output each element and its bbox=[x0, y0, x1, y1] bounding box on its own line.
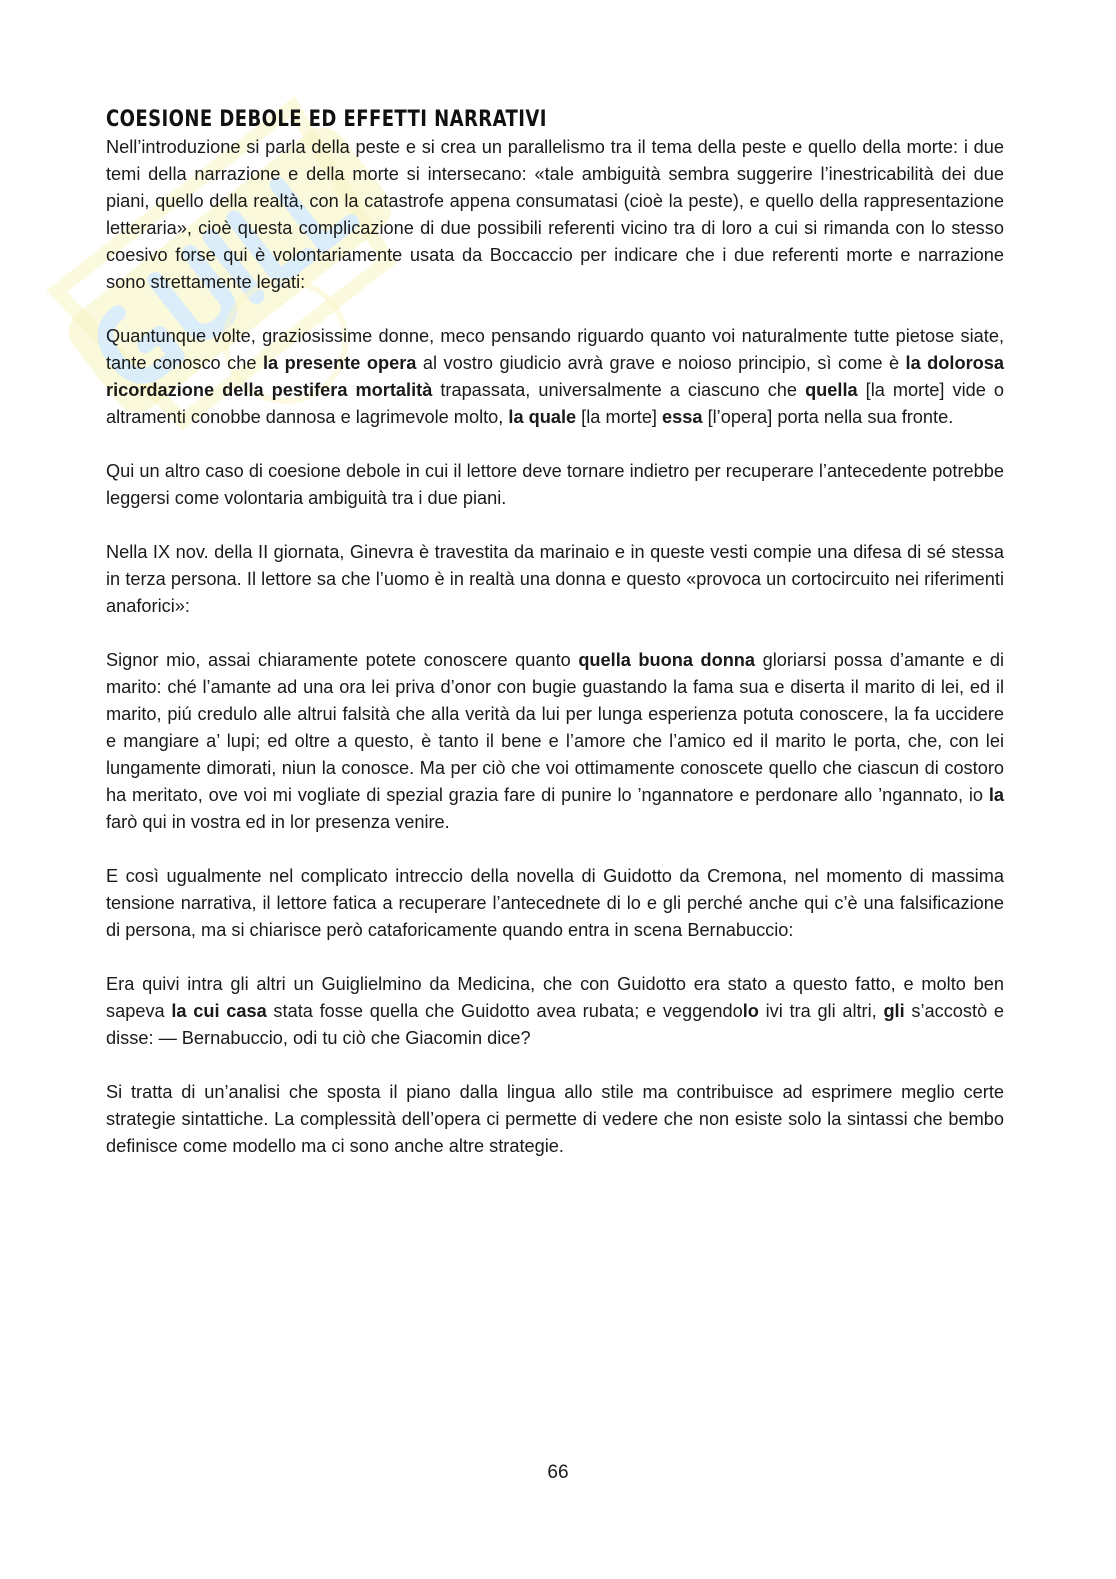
text-segment: Era quivi intra gli altri un Guiglielmino da Medicina, che con Guidotto era stato a questo fatto, e molto ben sapeva bbox=[106, 974, 1004, 1021]
bold-reference: quella buona donna bbox=[578, 650, 756, 670]
paragraph-introduction bbox=[106, 134, 1004, 296]
text-segment: [la morte] bbox=[576, 407, 663, 427]
text-segment: ivi tra gli altri, bbox=[758, 1001, 884, 1021]
bold-reference: quella bbox=[805, 380, 858, 400]
text-segment: Si tratta di un’analisi che sposta il piano dalla lingua allo stile ma contribuisce ad esprimere meglio certe strategie sintattiche. La complessità dell’opera ci permette di vedere che non esiste solo la sintassi che bembo definisce come modello ma ci sono anche altre strategie. bbox=[106, 1082, 1004, 1156]
bold-reference: la dolorosa ricordazione della pestifera mortalità bbox=[106, 353, 1004, 400]
text-segment: [l’opera] porta nella sua fronte. bbox=[702, 407, 954, 427]
text-segment: al vostro giudicio avrà grave e noioso principio, sì come è bbox=[416, 353, 906, 373]
bold-reference: essa bbox=[662, 407, 703, 427]
text-segment: Nella IX nov. della II giornata, Ginevra è travestita da marinaio e in queste vesti compie una difesa di sé stessa in terza persona. Il lettore sa che l’uomo è in realtà una donna e questo «provoca un cortocircuito nei riferimenti anaforici»: bbox=[106, 542, 1004, 616]
text-segment: Quantunque volte, graziosissime donne, meco pensando riguardo quanto voi naturalmente tutte pietose siate, tante conosco che bbox=[106, 326, 1004, 373]
quote-guiglielmino bbox=[106, 971, 1004, 1052]
text-segment: [la morte] vide o altramenti conobbe dannosa e lagrimevole molto, bbox=[106, 380, 1004, 427]
text-segment: E così ugualmente nel complicato intreccio della novella di Guidotto da Cremona, nel momento di massima tensione narrativa, il lettore fatica a recuperare l’antecednete di lo e gli perché anche qui c’è una falsificazione di persona, ma si chiarisce però cataforicamente quando entra in scena Bernabuccio: bbox=[106, 866, 1004, 940]
text-segment: Signor mio, assai chiaramente potete conoscere quanto bbox=[106, 650, 579, 670]
bold-reference: lo bbox=[742, 1001, 759, 1021]
bold-reference: la cui casa bbox=[171, 1001, 267, 1021]
text-segment: stata fosse quella che Guidotto avea rubata; e veggendo bbox=[266, 1001, 743, 1021]
text-segment: s’accostò e disse: — Bernabuccio, odi tu ciò che Giacomin dice? bbox=[106, 1001, 1005, 1048]
section-heading: COESIONE DEBOLE ED EFFETTI NARRATIVI bbox=[106, 107, 547, 132]
paragraph-conclusion bbox=[106, 1079, 1004, 1160]
text-segment: trapassata, universalmente a ciascuno che bbox=[432, 380, 806, 400]
bold-reference: la presente opera bbox=[262, 353, 417, 373]
paragraph-ginevra bbox=[106, 539, 1004, 620]
bold-reference: la bbox=[988, 785, 1004, 805]
quote-ginevra bbox=[106, 647, 1004, 836]
page-number: 66 bbox=[547, 1462, 569, 1483]
paragraph-guidotto bbox=[106, 863, 1004, 944]
quote-proemio bbox=[106, 323, 1004, 431]
paragraph-weak-cohesion bbox=[106, 458, 1004, 512]
bold-reference: gli bbox=[883, 1001, 905, 1021]
text-segment: gloriarsi possa d’amante e di marito: ché l’amante ad una ora lei priva d’onor con bugie guastando la fama sua e diserta il marito di lei, ed il marito, piú credulo alle altrui falsità che alla verità da lui per lunga esperienza potuta conoscere, la fa uccidere e mangiare a’ lupi; ed oltre a questo, è tanto il bene e l’amore che l’amico ed il marito le porta, che, con lei lungamente dimorati, niun la conosce. Ma per ciò che voi ottimamente conoscete quello che ciascun di costoro ha meritato, ove voi mi vogliate di spezial grazia fare di punire lo ’ngannatore e perdonare allo ’ngannato, io bbox=[106, 650, 1004, 805]
bold-reference: la quale bbox=[508, 407, 577, 427]
text-segment: Qui un altro caso di coesione debole in cui il lettore deve tornare indietro per recuperare l’antecedente potrebbe leggersi come volontaria ambiguità tra i due piani. bbox=[106, 461, 1004, 508]
text-segment: farò qui in vostra ed in lor presenza venire. bbox=[106, 812, 450, 832]
text-segment: Nell’introduzione si parla della peste e si crea un parallelismo tra il tema della peste e quello della morte: i due temi della narrazione e della morte si intersecano: «tale ambiguità sembra suggerire l’inestricabilità dei due piani, quello della realtà, con la catastrofe appena consumatasi (cioè la peste), e quello della rappresentazione letteraria», cioè questa complicazione di due possibili referenti vicino tra di loro a cui si rimanda con lo stesso coesivo forse qui è volontariamente usata da Boccaccio per indicare che i due referenti morte e narrazione sono strettamente legati: bbox=[106, 137, 1004, 292]
document-body bbox=[106, 106, 1004, 1160]
